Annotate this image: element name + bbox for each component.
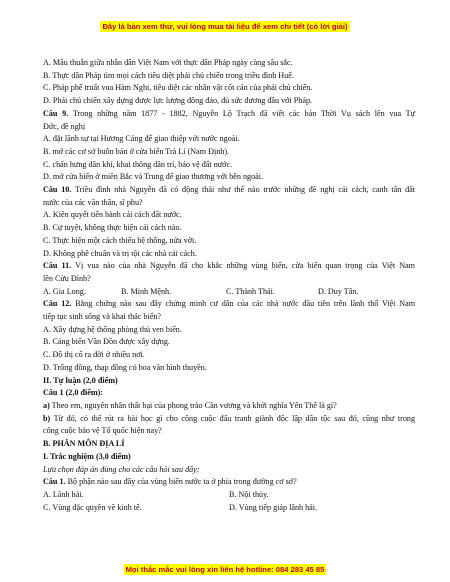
preview-banner-text: Đây là bản xem thử, vui lòng mua tài liệu để xem chi tiết (có lời giải) [102, 22, 348, 31]
q11-option-b: B. Minh Mệnh. [121, 286, 172, 296]
essay-b-text-line2: công cuộc bảo vệ Tổ quốc hiện nay? [43, 426, 162, 436]
q11-text-line2: lên Cửu Đỉnh? [43, 273, 91, 283]
geo-q1-label: Câu 1. [43, 477, 66, 487]
q10-option-a: A. Kiên quyết tiến hành cải cách đất nước. [43, 210, 182, 220]
q11-question [43, 260, 415, 273]
part2-heading: II. Tự luận (2,0 điểm) [43, 375, 118, 385]
q10-option-b: B. Cự tuyệt, không thực hiện cải cách nào. [43, 223, 182, 233]
hotline-banner [0, 565, 450, 574]
q10-option-d: D. Không phê chuẩn và trị tội các nhà cải cách. [43, 248, 197, 258]
q9-option-a: A. đặt lãnh sự tại Hương Cảng để giao thiệp với nước ngoài. [43, 134, 240, 144]
geo-instruction: Lựa chọn đáp án đúng cho các câu hỏi sau đây: [43, 464, 200, 474]
essay-a-label: a) [43, 400, 50, 410]
q9-option-d: D. mở cửa biển ở miền Bắc và Trung để giao thương với bên ngoài. [43, 172, 264, 182]
geo-q1-question [43, 476, 415, 489]
q12-text-line2: tiếp tục sinh sống và khai thác biển? [43, 312, 162, 322]
q12-option-c: C. Đồ thị cổ ra đời ở nhiều nơi. [43, 350, 145, 360]
essay-b-text-line1: Từ đó, có thể rút ra bài học gì cho công cuộc đấu tranh giành độc lập dân tộc sau đó, cũng như trong [53, 413, 416, 423]
geo-q1-option-d: D. Vùng tiếp giáp lãnh hải. [229, 502, 318, 512]
essay-q1-label: Câu 1 (2,0 điểm): [43, 388, 104, 398]
q9-question [43, 108, 415, 121]
q10-text-line1: Triều đình nhà Nguyễn đã có động thái như thế nào trước những đề nghị cải cách, canh tân đất [74, 185, 415, 195]
q11-option-a: A. Gia Long. [43, 286, 86, 296]
q10-option-c: C. Thực hiện một cách thiếu hệ thống, nửa vời. [43, 235, 197, 245]
q12-option-d: D. Trống đồng, thạp đồng có hoa văn hình thuyền. [43, 362, 207, 372]
q11-option-c: C. Thành Thái. [226, 286, 275, 296]
q9-option-c: C. chấn hưng dân khí, khai thông dân trí, bảo vệ đất nước. [43, 159, 233, 169]
q12-option-b: B. Cảng biển Vân Đồn được xây dựng. [43, 337, 170, 347]
essay-b-label: b) [43, 413, 51, 423]
section-b-heading: B. PHÂN MÔN ĐỊA LÍ [43, 439, 125, 449]
q9-option-b: B. mở các cơ sở buôn bán ở cửa biển Trà Lí (Nam Định). [43, 146, 230, 156]
q11-options-row [43, 286, 415, 299]
geo-q1-option-c: C. Vùng đặc quyền về kinh tế. [43, 502, 142, 512]
q10-label: Câu 10. [43, 185, 72, 195]
q11-option-d: D. Duy Tân. [318, 286, 359, 296]
q12-label: Câu 12. [43, 299, 72, 309]
q8-option-a: A. Mâu thuẫn giữa nhân dân Việt Nam với thực dân Pháp ngày càng sâu sắc. [43, 58, 293, 67]
essay-part-a [43, 400, 415, 413]
hotline-banner-text: Mọi thắc mắc vui lòng xin liên hệ hotline: 084 283 45 85 [125, 565, 325, 574]
preview-banner [0, 22, 450, 31]
q11-label: Câu 11. [43, 261, 72, 271]
q12-text-line1: Bằng chứng nào sau đây chứng minh cư dân của các nhà nước đầu tiên trên lãnh thổ Việt Nam [75, 299, 416, 309]
q9-text-line1: Trong những năm 1877 - 1882, Nguyễn Lộ Trạch đã viết các bản Thời Vụ sách lên vua Tự [72, 108, 415, 118]
q8-option-c: C. Pháp phế truất vua Hàm Nghi, tiêu diệt các nhân vật cốt cán của phái chủ chiến. [43, 83, 313, 93]
geo-q1-text: Bộ phận nào sau đây của vùng biển nước ta ở phía trong đường cơ sở? [67, 477, 297, 487]
essay-part-b [43, 413, 415, 426]
q10-question [43, 184, 415, 197]
geo-q1-option-b: B. Nội thủy. [229, 489, 269, 499]
geo-part1-heading: I. Trắc nghiệm (3,0 điểm) [43, 451, 131, 461]
q11-text-line1: Vị vua nào của nhà Nguyễn đã cho khắc những vùng biển, cửa biển quan trọng của Việt Nam [75, 261, 416, 271]
geo-q1-options-row1 [43, 489, 415, 502]
geo-q1-option-a: A. Lãnh hải. [43, 489, 84, 499]
q12-option-a: A. Xây dựng hệ thống phòng thủ ven biển. [43, 324, 182, 334]
q9-text-line2: Đức, đề nghị [43, 121, 86, 131]
q10-text-line2: nước của các văn thân, sĩ phu? [43, 197, 143, 207]
q12-question [43, 298, 415, 311]
q8-option-b: B. Thực dân Pháp tìm mọi cách tiêu diệt phái chủ chiến trong triều đình Huế. [43, 70, 294, 80]
essay-a-text: Theo em, nguyên nhân thất bại của phong trào Cần vương và khởi nghĩa Yên Thế là gì? [51, 400, 337, 410]
q8-option-d: D. Phái chủ chiến xây dựng được lực lượng đông đảo, đủ sức đương đầu với Pháp. [43, 96, 313, 106]
q9-label: Câu 9. [43, 108, 69, 118]
geo-q1-options-row2 [43, 502, 415, 515]
document-body [43, 57, 415, 514]
